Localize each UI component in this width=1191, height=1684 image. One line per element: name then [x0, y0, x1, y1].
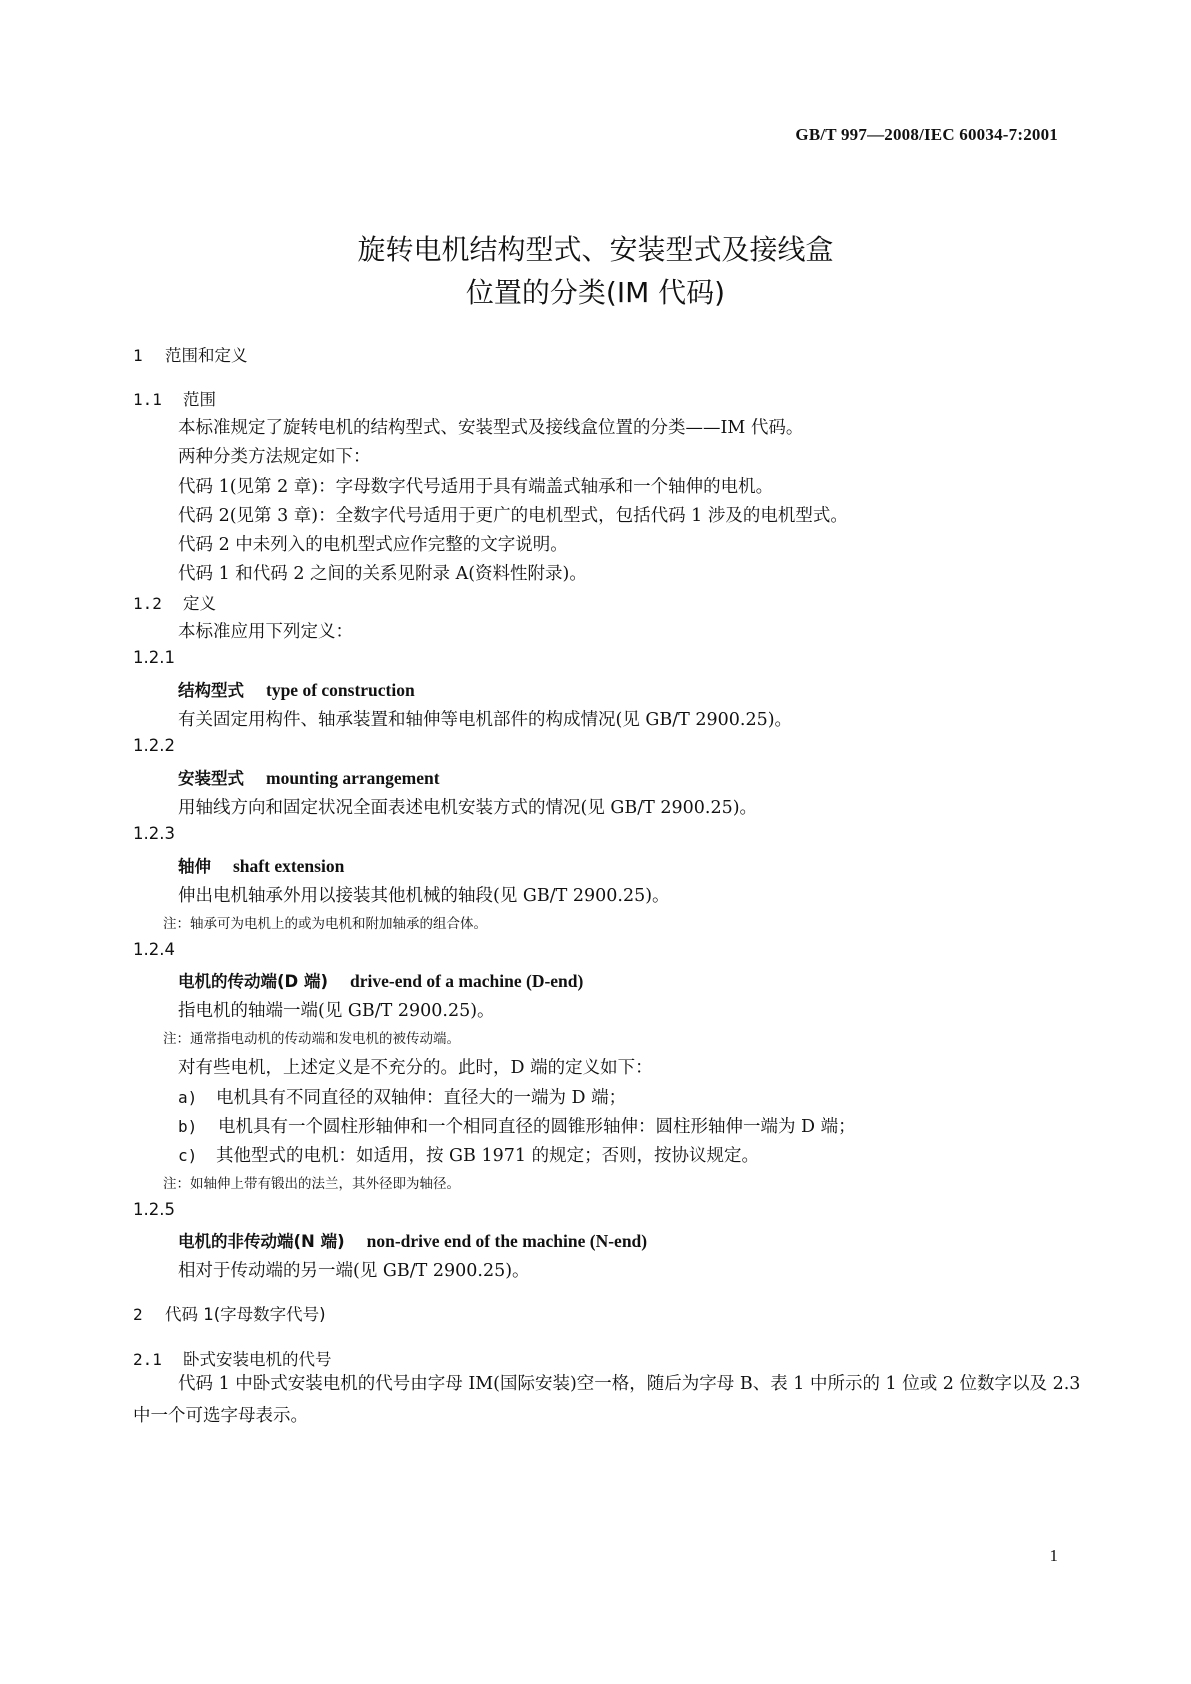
list-item: a) 电机具有不同直径的双轴伸：直径大的一端为 D 端； [178, 1088, 627, 1108]
definition-note: 注：如轴伸上带有锻出的法兰，其外径即为轴径。 [163, 1176, 460, 1192]
definition-text: 伸出电机轴承外用以接装其他机械的轴段(见 GB/T 2900.25)。 [178, 886, 670, 906]
section-1-heading: 1 范围和定义 [133, 346, 248, 365]
definition-text: 指电机的轴端一端(见 GB/T 2900.25)。 [178, 1001, 495, 1021]
definition-term: 安装型式 mounting arrangement [178, 768, 440, 788]
scope-line: 代码 1(见第 2 章)：字母数字代号适用于具有端盖式轴承和一个轴伸的电机。 [178, 477, 774, 497]
definition-text: 对有些电机，上述定义是不充分的。此时，D 端的定义如下： [178, 1058, 653, 1078]
scope-line: 代码 1 和代码 2 之间的关系见附录 A(资料性附录)。 [178, 564, 587, 584]
section-2-1-paragraph: 代码 1 中卧式安装电机的代号由字母 IM(国际安装)空一格，随后为字母 B、表 1 中所示的 1 位或 2 位数字以及 2.3 中一个可选字母表示。 [133, 1374, 1081, 1426]
scope-line: 两种分类方法规定如下： [178, 447, 371, 467]
scope-line: 代码 2(见第 3 章)：全数字代号适用于更广的电机型式，包括代码 1 涉及的电机型式。 [178, 506, 848, 526]
title-line-1: 旋转电机结构型式、安装型式及接线盒 [357, 233, 834, 266]
definition-term: 电机的传动端(D 端) drive-end of a machine (D-end) [178, 971, 584, 991]
definition-note: 注：通常指电动机的传动端和发电机的被传动端。 [163, 1031, 460, 1047]
definition-number: 1.2.2 [133, 736, 175, 755]
definition-number: 1.2.1 [133, 648, 175, 667]
definition-term: 轴伸 shaft extension [178, 856, 345, 876]
definition-number: 1.2.4 [133, 940, 175, 959]
definition-note: 注：轴承可为电机上的或为电机和附加轴承的组合体。 [163, 916, 487, 932]
section-1-2-heading: 1.2 定义 [133, 594, 216, 613]
page-number: 1 [1049, 1546, 1058, 1565]
section-1-1-heading: 1.1 范围 [133, 390, 216, 409]
title-line-2: 位置的分类(IM 代码) [465, 276, 726, 309]
definition-term: 电机的非传动端(N 端) non-drive end of the machine (N-end) [178, 1231, 648, 1251]
scope-line: 本标准规定了旋转电机的结构型式、安装型式及接线盒位置的分类——IM 代码。 [178, 418, 804, 438]
definitions-intro: 本标准应用下列定义： [178, 622, 353, 642]
definition-text: 有关固定用构件、轴承装置和轴伸等电机部件的构成情况(见 GB/T 2900.25)。 [178, 710, 793, 730]
definition-text: 相对于传动端的另一端(见 GB/T 2900.25)。 [178, 1261, 530, 1281]
document-title [0, 228, 1191, 314]
definition-number: 1.2.3 [133, 824, 175, 843]
definition-text: 用轴线方向和固定状况全面表述电机安装方式的情况(见 GB/T 2900.25)。 [178, 798, 758, 818]
section-2-1-heading: 2.1 卧式安装电机的代号 [133, 1350, 332, 1369]
list-item: c) 其他型式的电机：如适用，按 GB 1971 的规定；否则，按协议规定。 [178, 1146, 760, 1166]
scope-line: 代码 2 中未列入的电机型式应作完整的文字说明。 [178, 535, 568, 555]
definition-term: 结构型式 type of construction [178, 680, 415, 700]
standard-code-header: GB/T 997—2008/IEC 60034-7:2001 [795, 125, 1058, 144]
list-item: b) 电机具有一个圆柱形轴伸和一个相同直径的圆锥形轴伸：圆柱形轴伸一端为 D 端； [178, 1117, 856, 1137]
definition-number: 1.2.5 [133, 1200, 175, 1219]
section-2-heading: 2 代码 1(字母数字代号) [133, 1305, 326, 1324]
